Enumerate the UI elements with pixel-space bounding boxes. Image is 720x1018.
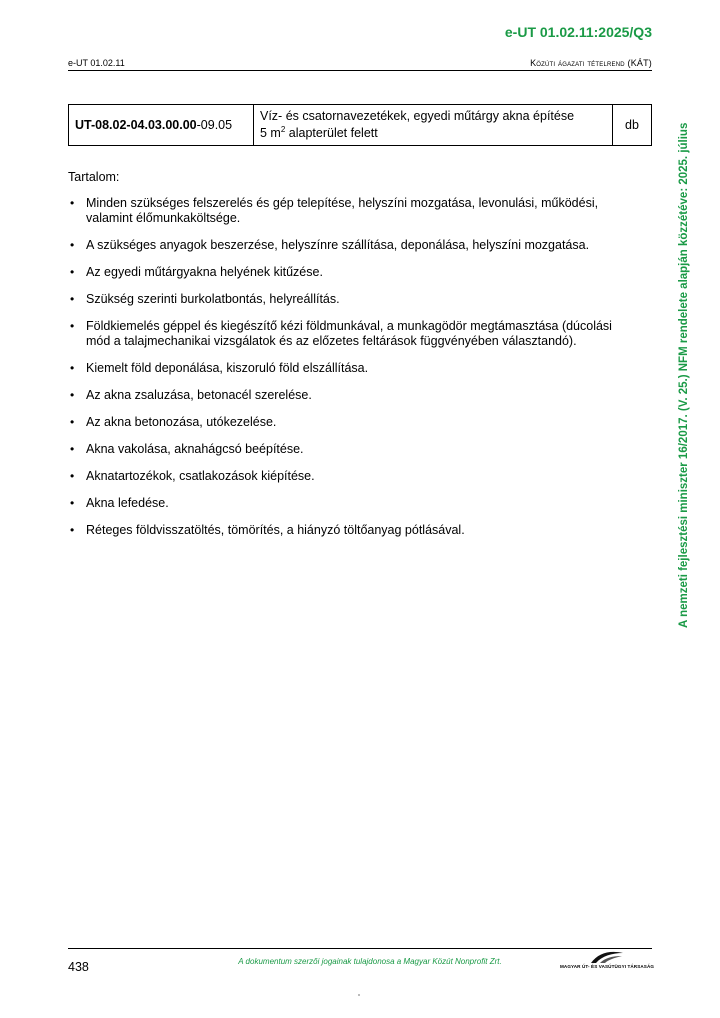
society-logo xyxy=(560,950,654,976)
list-item: • Réteges földvisszatöltés, tömörítés, a hiányzó töltőanyag pótlásával. xyxy=(68,523,638,538)
item-description-area: 5 m xyxy=(260,125,281,140)
list-item: • Az akna zsaluzása, betonacél szerelése. xyxy=(68,388,638,403)
header-left-text: e-UT 01.02.11 xyxy=(68,58,125,68)
publication-side-note: A nemzeti fejlesztési miniszter 16/2017. (V. 25.) NFM rendelete alapján közzétéve: 2025. július xyxy=(678,122,690,628)
page-number: 438 xyxy=(68,960,89,974)
list-item: • A szükséges anyagok beszerzése, helyszínre szállítása, deponálása, helyszíni mozgatása. xyxy=(68,238,638,253)
item-description-superscript: 2 xyxy=(280,124,286,134)
item-unit-cell: db xyxy=(613,105,652,146)
header-divider xyxy=(68,70,652,71)
list-item: • Szükség szerinti burkolatbontás, helyreállítás. xyxy=(68,292,638,307)
copyright-notice: A dokumentum szerzői jogainak tulajdonosa a Magyar Közút Nonprofit Zrt. xyxy=(238,957,502,966)
header-right-text: Közúti ágazati tételrend (KÁT) xyxy=(530,58,652,68)
list-item: • Minden szükséges felszerelés és gép telepítése, helyszíni mozgatása, levonulási, működési, valamint élőmunkaköltsége. xyxy=(68,196,638,226)
content-title: Tartalom: xyxy=(68,170,120,184)
list-item: • Akna lefedése. xyxy=(68,496,638,511)
list-item: • Kiemelt föld deponálása, kiszoruló föld elszállítása. xyxy=(68,361,638,376)
item-description-line2: alapterület felett xyxy=(285,125,378,140)
list-item: • Akna vakolása, aknahágcsó beépítése. xyxy=(68,442,638,457)
list-item: • Az akna betonozása, utókezelése. xyxy=(68,415,638,430)
item-row xyxy=(69,105,652,146)
item-code-main: UT-08.02-04.03.00.00 xyxy=(75,118,197,133)
item-table xyxy=(68,104,652,146)
item-description-line1: Víz- és csatornavezetékek, egyedi műtárgy akna építése xyxy=(260,109,575,123)
scan-dot xyxy=(358,994,360,996)
list-item: • Földkiemelés géppel és kiegészítő kézi földmunkával, a munkagödör megtámasztása (dúcolási mód a talajmechanikai vizsgálatok és az előzetes feltárások függvényében választandó). xyxy=(68,319,638,349)
list-item: • Aknatartozékok, csatlakozások kiépítése. xyxy=(68,469,638,484)
content-list xyxy=(68,196,638,550)
document-code: e-UT 01.02.11:2025/Q3 xyxy=(504,24,652,40)
list-item: • Az egyedi műtárgyakna helyének kitűzése. xyxy=(68,265,638,280)
item-description-cell xyxy=(254,105,613,146)
logo-text: MAGYAR ÚT- ÉS VASÚTÜGYI TÁRSASÁG xyxy=(560,964,655,969)
item-code-suffix: -09.05 xyxy=(196,118,233,133)
footer-divider xyxy=(68,948,652,949)
item-code-cell xyxy=(69,105,254,146)
road-swoosh-icon xyxy=(590,950,624,964)
